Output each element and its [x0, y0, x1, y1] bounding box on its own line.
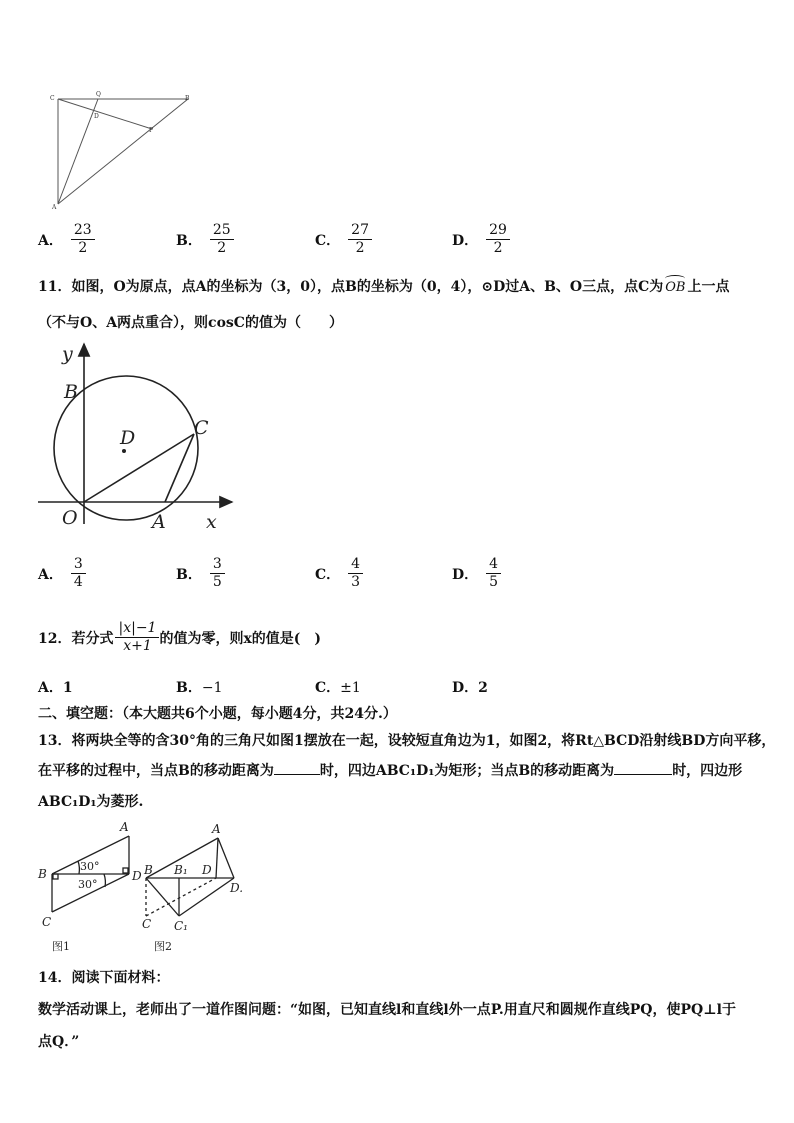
fig2-label-a: A [212, 822, 221, 836]
q12-stem: 12．若分式 $\frac{|x|-1}{x+1}$ 的值为零，则x的值是( ) [38, 620, 322, 654]
q10-option-c[interactable] [315, 222, 372, 257]
q13-line1: 13．将两块全等的含30°角的三角尺如图1摆放在一起，设较短直角边为1，如图2，将Rt△BCD沿射线BD方向平移， [38, 733, 776, 749]
q10-option-d[interactable] [452, 222, 510, 257]
axis-label-x: x [206, 511, 217, 533]
label-d: D [94, 113, 99, 120]
q12-fraction: $\frac{|x|-1}{x+1}$ [115, 620, 159, 655]
option-letter: B． [176, 232, 202, 249]
fig1-label-b: B [38, 867, 47, 881]
q11-option-a[interactable] [38, 556, 86, 591]
q12-option-a[interactable]: A．1 [38, 680, 73, 696]
fig2-caption: 图2 [154, 940, 172, 953]
fig1-label-a: A [120, 820, 129, 834]
q12-option-d[interactable]: D．2 [452, 680, 488, 696]
option-fraction: $\frac{29}{2}$ [486, 222, 510, 257]
q11-circle-figure [36, 338, 236, 538]
option-letter: A． [38, 232, 63, 249]
q11-line1: 11．如图，O为原点，点A的坐标为（3，0），点B的坐标为（0，4），⊙D过A、B、O三点，点C为 OB 上一点 [38, 276, 729, 296]
arc-ob: OB [665, 280, 685, 295]
answer-blank-1[interactable] [274, 774, 320, 775]
label-a: A [52, 204, 57, 211]
fig1-angle-2: 30° [78, 878, 98, 891]
q13-line2: 在平移的过程中，当点B的移动距离为 时，四边ABC₁D₁为矩形；当点B的移动距离为 时，四边形 [38, 763, 743, 779]
point-label-o: O [62, 507, 78, 529]
label-c: C [50, 95, 55, 102]
option-letter: D． [452, 232, 479, 249]
option-fraction: $\frac{27}{2}$ [348, 222, 372, 257]
fig1-angle-1: 30° [80, 860, 100, 873]
answer-blank-2[interactable] [614, 774, 672, 775]
q12-option-c[interactable]: C．±1 [315, 680, 361, 696]
q11-option-c[interactable] [315, 556, 363, 591]
q10-option-a[interactable] [38, 222, 95, 257]
q10-option-b[interactable] [176, 222, 234, 257]
option-letter: B． [176, 566, 202, 583]
fig2-label-c: C [142, 917, 152, 931]
label-q: Q [96, 91, 101, 98]
q14-line2: 数学活动课上，老师出了一道作图问题：“如图，已知直线l和直线l外一点P.用直尺和圆规作直线PQ，使PQ⊥l于 [38, 1002, 736, 1018]
option-fraction: $\frac{4}{3}$ [348, 556, 363, 591]
option-fraction: $\frac{3}{4}$ [71, 556, 86, 591]
fig2-label-c1: C₁ [174, 919, 188, 933]
label-p: P [149, 127, 154, 134]
q11-option-d[interactable] [452, 556, 501, 591]
option-letter: C． [315, 566, 341, 583]
option-letter: C． [315, 232, 341, 249]
fig1-label-d: D [132, 869, 142, 883]
point-label-d: D [120, 427, 136, 449]
q11-option-b[interactable] [176, 556, 225, 591]
top-triangle-figure [40, 88, 210, 213]
option-letter: D． [452, 566, 479, 583]
fig2-label-b: B [144, 863, 153, 877]
option-fraction: $\frac{4}{5}$ [486, 556, 501, 591]
q13-line3: ABC₁D₁为菱形. [38, 794, 144, 810]
figure-2 [142, 822, 243, 953]
option-letter: A． [38, 566, 63, 583]
q13-figures [34, 816, 254, 958]
fig1-caption: 图1 [52, 940, 70, 953]
point-label-b: B [64, 381, 78, 403]
fig2-label-b1: B₁ [174, 863, 188, 877]
option-fraction: $\frac{3}{5}$ [210, 556, 225, 591]
point-label-c: C [194, 417, 209, 439]
fig2-label-d: D [202, 863, 212, 877]
axis-label-y: y [62, 343, 73, 365]
section-heading: 二、填空题：（本大题共6个小题，每小题4分，共24分.） [38, 706, 397, 722]
fig1-label-c: C [42, 915, 52, 929]
q14-line3: 点Q．” [38, 1034, 80, 1050]
label-b: B [185, 95, 190, 102]
fig2-label-d1: D. [230, 881, 244, 895]
q11-line2: （不与O、A两点重合），则cosC的值为（ ） [38, 315, 343, 331]
q12-option-b[interactable]: B．−1 [176, 680, 223, 696]
option-fraction: $\frac{25}{2}$ [210, 222, 234, 257]
point-label-a: A [152, 511, 166, 533]
figure-1 [37, 820, 142, 953]
q14-line1: 14．阅读下面材料： [38, 970, 170, 986]
option-fraction: $\frac{23}{2}$ [71, 222, 95, 257]
